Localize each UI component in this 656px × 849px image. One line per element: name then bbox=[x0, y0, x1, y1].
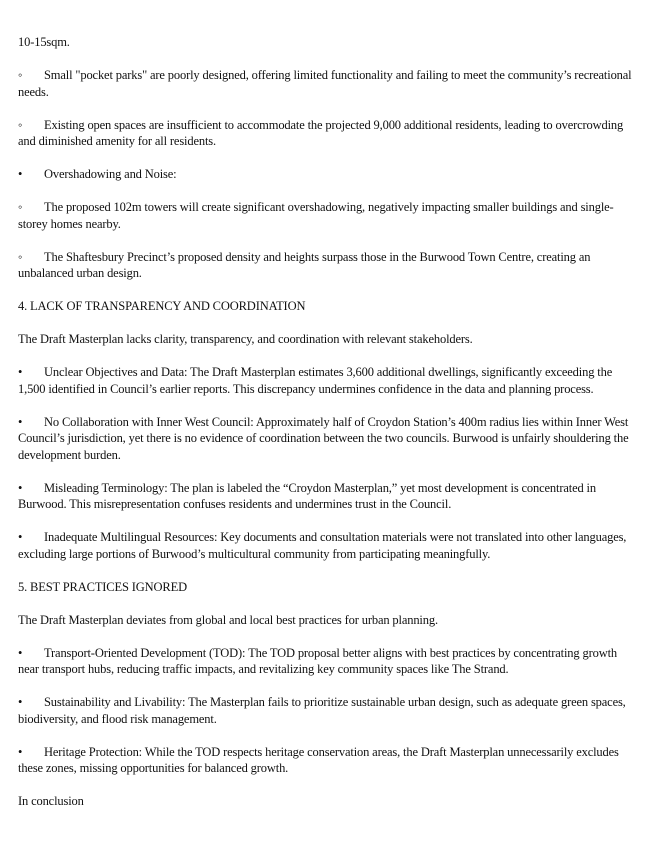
document-page bbox=[18, 34, 638, 826]
bullet-icon: • bbox=[18, 365, 23, 379]
sub-bullet-item bbox=[18, 67, 638, 100]
bullet-icon: • bbox=[18, 695, 23, 709]
sub-bullet-item bbox=[18, 249, 638, 282]
closing-line: In conclusion bbox=[18, 794, 84, 808]
paragraph-text: 10-15sqm. bbox=[18, 35, 70, 49]
bullet-item bbox=[18, 480, 638, 513]
hollow-bullet-icon: ◦ bbox=[18, 117, 23, 132]
paragraph-text: Existing open spaces are insufficient to accommodate the projected 9,000 additional residents, leading to overcrowding and diminished amenity for all residents. bbox=[18, 117, 624, 148]
bullet-item bbox=[18, 744, 638, 777]
paragraph-text: Unclear Objectives and Data: The Draft Masterplan estimates 3,600 additional dwellings, significantly exceeding the 1,500 identified in Council’s earlier reports. This discrepancy undermines confidence in the data and planning process. bbox=[18, 365, 613, 396]
paragraph-text: Misleading Terminology: The plan is labeled the “Croydon Masterplan,” yet most development is concentrated in Burwood. This misrepresentation confuses residents and undermines trust in the Council. bbox=[18, 480, 596, 511]
bullet-icon: • bbox=[18, 414, 23, 429]
paragraph-text: Sustainability and Livability: The Masterplan fails to prioritize sustainable urban design, such as adequate green spaces, biodiversity, and flood risk management. bbox=[18, 695, 626, 726]
hollow-bullet-icon: ◦ bbox=[18, 68, 23, 82]
paragraph-text: Small "pocket parks" are poorly designed, offering limited functionality and failing to meet the community’s recreational needs. bbox=[18, 68, 632, 99]
paragraph-text: Inadequate Multilingual Resources: Key documents and consultation materials were not translated into other languages, excluding large portions of Burwood’s multicultural community from participating meaningfully. bbox=[18, 530, 627, 561]
paragraph-text: The Shaftesbury Precinct’s proposed density and heights surpass those in the Burwood Town Centre, creating an unbalanced urban design. bbox=[18, 249, 591, 280]
bullet-icon: • bbox=[18, 744, 23, 759]
bullet-item bbox=[18, 645, 638, 678]
bullet-item bbox=[18, 364, 638, 397]
section-heading: 5. BEST PRACTICES IGNORED bbox=[18, 579, 187, 594]
section-heading: 4. LACK OF TRANSPARENCY AND COORDINATION bbox=[18, 299, 306, 313]
bullet-icon: • bbox=[18, 530, 23, 544]
bullet-icon: • bbox=[18, 167, 23, 181]
bullet-icon: • bbox=[18, 480, 23, 495]
hollow-bullet-icon: ◦ bbox=[18, 200, 23, 214]
bullet-icon: • bbox=[18, 645, 23, 660]
paragraph-text: Transport-Oriented Development (TOD): The TOD proposal better aligns with best practices by concentrating growth near transport hubs, reducing traffic impacts, and revitalizing key community spaces like The Strand. bbox=[18, 645, 617, 676]
section-intro: The Draft Masterplan lacks clarity, transparency, and coordination with relevant stakeholders. bbox=[18, 332, 473, 346]
bullet-item bbox=[18, 694, 638, 727]
hollow-bullet-icon: ◦ bbox=[18, 249, 23, 264]
paragraph-text: No Collaboration with Inner West Council: Approximately half of Croydon Station’s 400m radius lies within Inner West Council’s jurisdiction, yet there is no evidence of coordination between the two councils. Burwood is unfairly shouldering the development burden. bbox=[18, 414, 629, 462]
bullet-item bbox=[18, 529, 638, 562]
paragraph-continuation bbox=[18, 34, 638, 51]
bullet-item bbox=[18, 414, 638, 464]
sub-bullet-item bbox=[18, 117, 638, 150]
section-intro: The Draft Masterplan deviates from global and local best practices for urban planning. bbox=[18, 612, 438, 627]
paragraph-text: The proposed 102m towers will create significant overshadowing, negatively impacting smaller buildings and single-storey homes nearby. bbox=[18, 200, 614, 231]
sub-bullet-item bbox=[18, 199, 638, 232]
paragraph-text: Heritage Protection: While the TOD respects heritage conservation areas, the Draft Masterplan unnecessarily excludes these zones, missing opportunities for balanced growth. bbox=[18, 744, 619, 775]
bullet-item bbox=[18, 166, 638, 183]
paragraph-text: Overshadowing and Noise: bbox=[44, 167, 177, 181]
